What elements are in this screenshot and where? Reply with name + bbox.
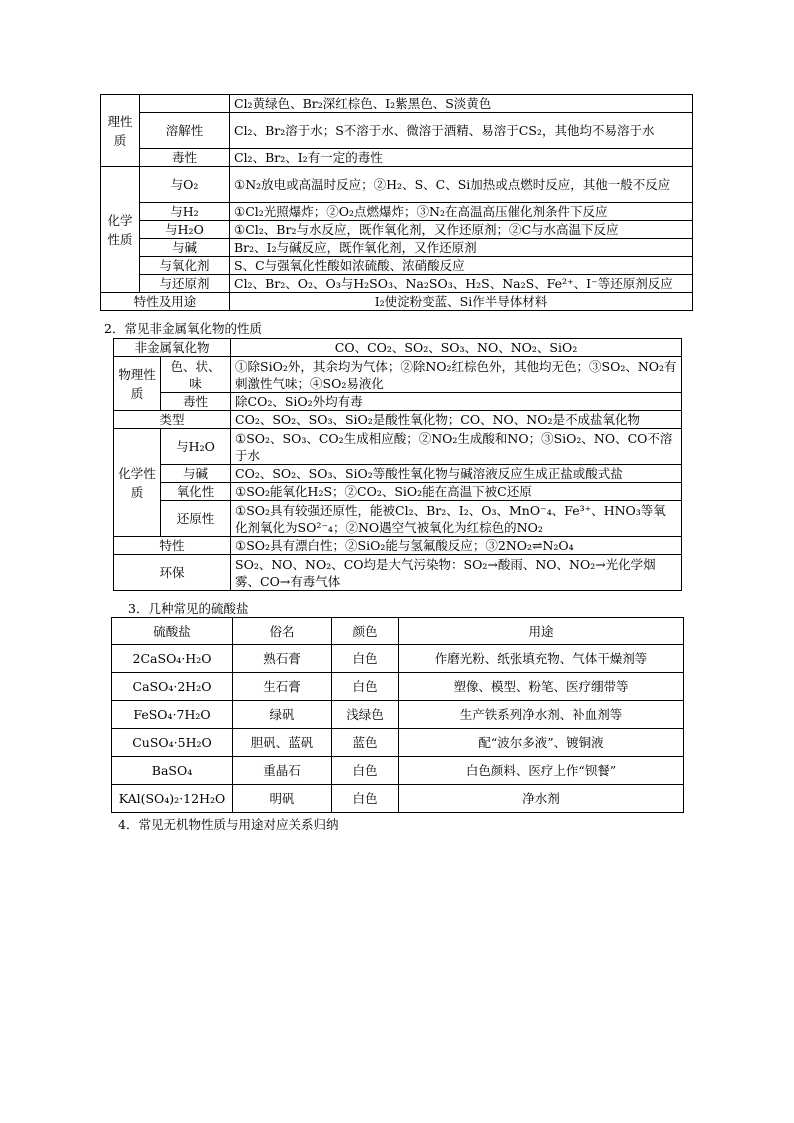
property-desc: Cl₂、Br₂溶于水；S不溶于水、微溶于酒精、易溶于CS₂，其他均不易溶于水 bbox=[230, 113, 693, 149]
sulfate-formula: BaSO₄ bbox=[112, 757, 233, 785]
property-desc: Cl₂、Br₂、O₂、O₃与H₂SO₃、Na₂SO₃、H₂S、Na₂S、Fe²⁺、I⁻等还原剂反应 bbox=[230, 275, 693, 293]
common-name: 生石膏 bbox=[233, 673, 332, 701]
oxides-header-value: CO、CO₂、SO₂、SO₃、NO、NO₂、SiO₂ bbox=[231, 339, 682, 357]
property-name bbox=[140, 95, 230, 113]
usage: 生产铁系列净水剂、补血剂等 bbox=[399, 701, 684, 729]
property-name: 与H₂ bbox=[140, 203, 230, 221]
common-name: 重晶石 bbox=[233, 757, 332, 785]
property-name: 还原性 bbox=[161, 501, 231, 537]
property-desc: CO₂、SO₂、SO₃、SiO₂等酸性氧化物与碱溶液反应生成正盐或酸式盐 bbox=[231, 465, 682, 483]
chemical-properties-label: 化学性质 bbox=[101, 167, 140, 293]
section-heading-4: 4．常见无机物性质与用途对应关系归纳 bbox=[118, 817, 339, 832]
common-name: 胆矾、蓝矾 bbox=[233, 729, 332, 757]
property-name: 氧化性 bbox=[161, 483, 231, 501]
property-name: 与碱 bbox=[161, 465, 231, 483]
special-desc: ①SO₂具有漂白性；②SiO₂能与氢氟酸反应；③2NO₂⇌N₂O₄ bbox=[231, 537, 682, 555]
color: 白色 bbox=[332, 673, 399, 701]
property-name: 毒性 bbox=[161, 393, 231, 411]
property-name: 色、状、味 bbox=[161, 357, 231, 393]
color: 白色 bbox=[332, 757, 399, 785]
sulfate-formula: CaSO₄·2H₂O bbox=[112, 673, 233, 701]
color: 蓝色 bbox=[332, 729, 399, 757]
table-row bbox=[112, 673, 684, 701]
sulfate-formula: FeSO₄·7H₂O bbox=[112, 701, 233, 729]
sulfate-table bbox=[111, 617, 684, 813]
common-name: 熟石膏 bbox=[233, 645, 332, 673]
environment-label: 环保 bbox=[114, 555, 231, 591]
table-row bbox=[112, 729, 684, 757]
property-name: 毒性 bbox=[140, 149, 230, 167]
property-name: 与氧化剂 bbox=[140, 257, 230, 275]
property-desc: ①N₂放电或高温时反应；②H₂、S、C、Si加热或点燃时反应，其他一般不反应 bbox=[230, 167, 693, 203]
type-label: 类型 bbox=[114, 411, 231, 429]
property-name: 溶解性 bbox=[140, 113, 230, 149]
usage: 白色颜料、医疗上作“钡餐” bbox=[399, 757, 684, 785]
color: 白色 bbox=[332, 785, 399, 813]
property-desc: ①SO₂、SO₃、CO₂生成相应酸；②NO₂生成酸和NO；③SiO₂、NO、CO不溶于水 bbox=[231, 429, 682, 465]
column-header: 硫酸盐 bbox=[112, 618, 233, 645]
common-name: 绿矾 bbox=[233, 701, 332, 729]
table-row bbox=[112, 757, 684, 785]
column-header: 颜色 bbox=[332, 618, 399, 645]
property-name: 与O₂ bbox=[140, 167, 230, 203]
property-desc: ①SO₂能氧化H₂S；②CO₂、SiO₂能在高温下被C还原 bbox=[231, 483, 682, 501]
property-desc: ①Cl₂光照爆炸；②O₂点燃爆炸；③N₂在高温高压催化剂条件下反应 bbox=[230, 203, 693, 221]
table-row bbox=[112, 701, 684, 729]
common-name: 明矾 bbox=[233, 785, 332, 813]
section-heading-3: 3．几种常见的硫酸盐 bbox=[128, 601, 249, 616]
chemical-properties-label: 化学性质 bbox=[114, 429, 161, 537]
halogen-properties-table bbox=[100, 94, 693, 311]
color: 白色 bbox=[332, 645, 399, 673]
property-desc: ①Cl₂、Br₂与水反应，既作氧化剂，又作还原剂；②C与水高温下反应 bbox=[230, 221, 693, 239]
environment-desc: SO₂、NO、NO₂、CO均是大气污染物：SO₂→酸雨、NO、NO₂→光化学烟雾、CO→有毒气体 bbox=[231, 555, 682, 591]
property-desc: ①SO₂具有较强还原性，能被Cl₂、Br₂、I₂、O₃、MnO⁻₄、Fe³⁺、HNO₃等氧化剂氧化为SO²⁻₄；②NO遇空气被氧化为红棕色的NO₂ bbox=[231, 501, 682, 537]
property-name: 与H₂O bbox=[161, 429, 231, 465]
property-desc: ①除SiO₂外，其余均为气体；②除NO₂红棕色外，其他均无色；③SO₂、NO₂有刺激性气味；④SO₂易液化 bbox=[231, 357, 682, 393]
physical-properties-label: 理性质 bbox=[101, 95, 140, 167]
usage: 作磨光粉、纸张填充物、气体干燥剂等 bbox=[399, 645, 684, 673]
usage: 净水剂 bbox=[399, 785, 684, 813]
sulfate-formula: CuSO₄·5H₂O bbox=[112, 729, 233, 757]
property-name: 与还原剂 bbox=[140, 275, 230, 293]
type-desc: CO₂、SO₂、SO₃、SiO₂是酸性氧化物；CO、NO、NO₂是不成盐氧化物 bbox=[231, 411, 682, 429]
oxides-header-label: 非金属氧化物 bbox=[114, 339, 231, 357]
sulfate-formula: 2CaSO₄·H₂O bbox=[112, 645, 233, 673]
property-desc: Cl₂、Br₂、I₂有一定的毒性 bbox=[230, 149, 693, 167]
usage-desc: I₂使淀粉变蓝、Si作半导体材料 bbox=[230, 293, 693, 311]
property-desc: 除CO₂、SiO₂外均有毒 bbox=[231, 393, 682, 411]
property-desc: S、C与强氧化性酸如浓硫酸、浓硝酸反应 bbox=[230, 257, 693, 275]
oxide-properties-table bbox=[113, 338, 682, 591]
usage: 配“波尔多液”、镀铜液 bbox=[399, 729, 684, 757]
column-header: 俗名 bbox=[233, 618, 332, 645]
property-name: 与碱 bbox=[140, 239, 230, 257]
sulfate-formula: KAl(SO₄)₂·12H₂O bbox=[112, 785, 233, 813]
physical-properties-label: 物理性质 bbox=[114, 357, 161, 411]
usage-label: 特性及用途 bbox=[101, 293, 230, 311]
table-row bbox=[112, 785, 684, 813]
usage: 塑像、模型、粉笔、医疗绷带等 bbox=[399, 673, 684, 701]
property-desc: Br₂、I₂与碱反应，既作氧化剂，又作还原剂 bbox=[230, 239, 693, 257]
color: 浅绿色 bbox=[332, 701, 399, 729]
section-heading-2: 2．常见非金属氧化物的性质 bbox=[104, 321, 262, 336]
property-desc: Cl₂黄绿色、Br₂深红棕色、I₂紫黑色、S淡黄色 bbox=[230, 95, 693, 113]
column-header: 用途 bbox=[399, 618, 684, 645]
special-label: 特性 bbox=[114, 537, 231, 555]
property-name: 与H₂O bbox=[140, 221, 230, 239]
table-row bbox=[112, 645, 684, 673]
